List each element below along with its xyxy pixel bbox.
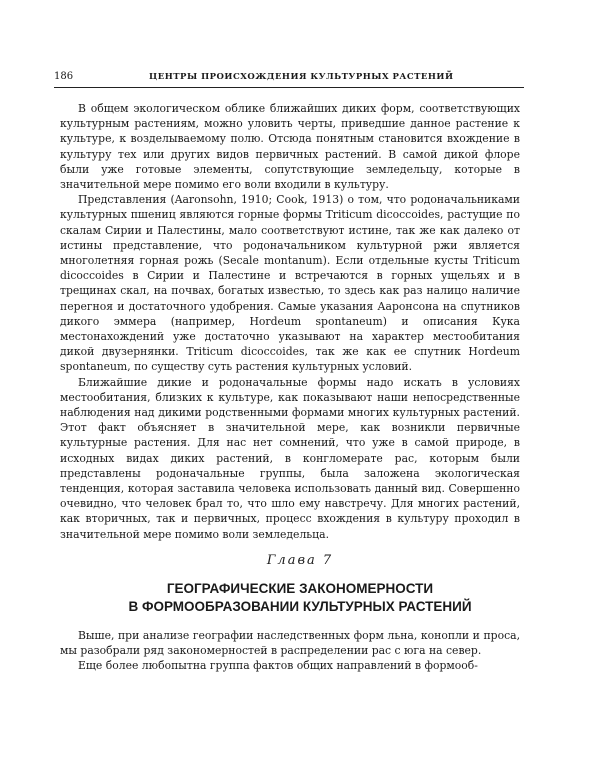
paragraph: В общем экологическом облике ближайших диких форм, соответствующих культурным растениям, можно уловить черты, приведшие данное растение к культуре, к возделываемому полю. Отсюда понятным становится вхождение в культуру тех или других видов первичных растений. В самой дикой флоре были уже готовые элементы, сопутствующие земледельцу, которые в значительной мере помимо его воли входили в культуру.: [60, 102, 520, 192]
paragraph: Еще более любопытна группа фактов общих направлений в формооб-: [78, 659, 478, 673]
body-text: [60, 101, 520, 542]
chapter-title-line: В ФОРМООБРАЗОВАНИИ КУЛЬТУРНЫХ РАСТЕНИЙ: [128, 599, 472, 614]
chapter-title-line: ГЕОГРАФИЧЕСКИЕ ЗАКОНОМЕРНОСТИ: [166, 581, 434, 596]
running-header-title: ЦЕНТРЫ ПРОИСХОЖДЕНИЯ КУЛЬТУРНЫХ РАСТЕНИЙ: [149, 72, 454, 82]
chapter-body-text: [60, 628, 520, 674]
chapter-label: Глава 7: [266, 553, 334, 568]
chapter-title: [0, 580, 600, 616]
running-header: [54, 71, 524, 88]
paragraph: Ближайшие дикие и родоначальные формы надо искать в условиях местообитания, близких к культуре, как показывают наши непосредственные наблюдения над дикими родственными формами многих культурных растений. Этот факт объясняет в значительной мере, как возникли первичные культурные растения. Для нас нет сомнений, что уже в самой природе, в исходных видах диких растений, в конгломерате рас, которым были представлены родоначальные группы, была заложена экологическая тенденция, которая заставила человека использовать данный вид. Совершенно очевидно, что человек брал то, что шло ему навстречу. Для многих растений, как вторичных, так и первичных, процесс вхождения в культуру проходил в значительной мере помимо воли земледельца.: [60, 375, 520, 541]
paragraph: Выше, при анализе географии наследственных форм льна, конопли и проса, мы разобрали ряд закономерностей в распределении рас с юга на север.: [60, 629, 520, 658]
paragraph: Представления (Aaronsohn, 1910; Cook, 1913) о том, что родоначальниками культурных пшениц являются горные формы Triticum dicoccoides, растущие по скалам Сирии и Палестины, мало соответствуют истине, так же как далеко от истины представление, что родоначальником культурной ржи является многолетняя горная рожь (Secale montanum). Если отдельные кусты Triticum dicoccoides в Сирии и Палестине и встречаются в горных ущельях и в трещинах скал, на почвах, богатых известью, то здесь как раз налицо наличие перегноя и достаточного удобрения. Самые указания Ааронсона на спутников дикого эммера (например, Hordeum spontaneum) и описания Кука местонахождений уже достаточно указывают на характер местообитания дикой двузернянки. Triticum dicoccoides, так же как ее спутник Hordeum spontaneum, по существу суть растения культурных условий.: [60, 193, 520, 374]
page-number: 186: [54, 71, 74, 82]
